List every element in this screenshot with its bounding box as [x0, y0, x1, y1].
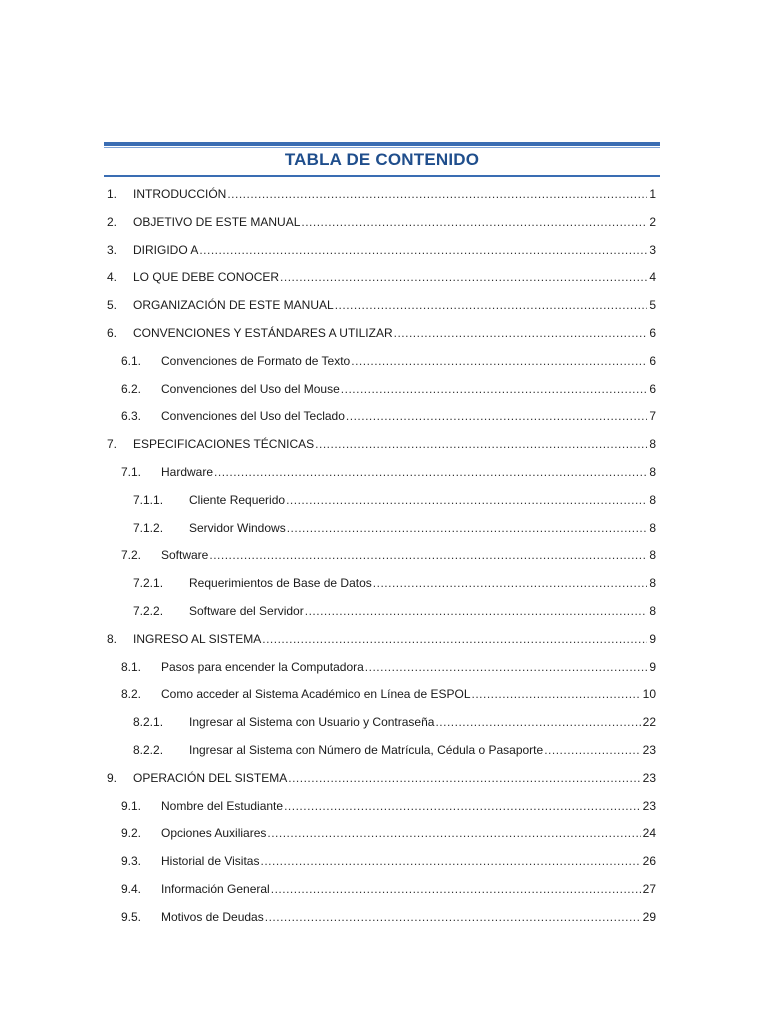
toc-entry-page[interactable]: 8	[649, 603, 656, 618]
toc-leader-dots	[346, 403, 647, 431]
toc-entry-page[interactable]: 2	[649, 214, 656, 229]
toc-entry-line	[189, 487, 656, 515]
toc-entry-line	[161, 876, 656, 904]
toc-entry-line	[161, 403, 656, 431]
toc-entry[interactable]	[0, 681, 768, 709]
toc-entry-line	[189, 709, 656, 737]
toc-entry[interactable]	[0, 820, 768, 848]
toc-entry-number: 9.3.	[121, 854, 142, 869]
toc-entry-number: 3.	[107, 242, 118, 257]
toc-entry[interactable]	[0, 181, 768, 209]
toc-entry[interactable]	[0, 570, 768, 598]
toc-entry-number: 9.4.	[121, 881, 142, 896]
toc-entry-line	[189, 598, 656, 626]
toc-entry-label[interactable]: Convenciones de Formato de Texto	[161, 353, 351, 368]
toc-entry-label[interactable]: DIRIGIDO A	[133, 242, 199, 257]
toc-entry-number: 5.	[107, 298, 118, 313]
toc-entry[interactable]	[0, 403, 768, 431]
toc-leader-dots	[262, 626, 647, 654]
toc-entry-number: 8.2.2.	[133, 742, 164, 757]
toc-entry-number: 6.1.	[121, 353, 142, 368]
toc-entry-page[interactable]: 29	[642, 909, 656, 924]
toc-entry-page[interactable]: 9	[649, 631, 656, 646]
toc-leader-dots	[301, 209, 647, 237]
toc-entry-page[interactable]: 8	[649, 492, 656, 507]
toc-leader-dots	[214, 459, 647, 487]
toc-entry-line	[133, 237, 656, 265]
toc-entry[interactable]	[0, 264, 768, 292]
toc-entry-page[interactable]: 3	[649, 242, 656, 257]
toc-entry-number: 1.	[107, 187, 118, 201]
toc-entry-page[interactable]: 27	[642, 881, 656, 896]
toc-entry-line	[161, 793, 656, 821]
toc-entry-label[interactable]: Software del Servidor	[189, 603, 304, 618]
toc-entry-page[interactable]: 5	[649, 298, 656, 313]
toc-entry-label[interactable]: Pasos para encender la Computadora	[161, 659, 364, 674]
toc-leader-dots	[305, 598, 648, 626]
page-title: TABLA DE CONTENIDO	[284, 150, 480, 169]
toc-entry[interactable]	[0, 237, 768, 265]
toc-entry-number: 9.2.	[121, 826, 142, 841]
toc-entry-line	[133, 320, 656, 348]
toc-entry[interactable]	[0, 320, 768, 348]
toc-entry-line	[133, 292, 656, 320]
toc-entry[interactable]	[0, 904, 768, 932]
toc-leader-dots	[284, 793, 641, 821]
toc-entry-number: 9.5.	[121, 909, 142, 924]
toc-entry[interactable]	[0, 626, 768, 654]
toc-entry-number: 8.1.	[121, 659, 142, 674]
toc-entry-line	[161, 848, 656, 876]
header-rule-bottom	[104, 175, 660, 177]
toc-entry-label[interactable]: ESPECIFICACIONES TÉCNICAS	[133, 437, 315, 452]
toc-entry-page[interactable]: 6	[649, 325, 656, 340]
toc-entry[interactable]	[0, 209, 768, 237]
toc-entry[interactable]	[0, 542, 768, 570]
toc-entry-line	[161, 681, 656, 709]
toc-entry-label[interactable]: INTRODUCCIÓN	[133, 187, 227, 201]
toc-entry-page[interactable]: 8	[649, 520, 656, 535]
toc-entry-line	[189, 515, 656, 543]
toc-entry-number: 6.	[107, 325, 118, 340]
toc-entry-page[interactable]: 23	[642, 770, 656, 785]
toc-leader-dots	[280, 264, 647, 292]
toc-entry-number: 8.	[107, 631, 118, 646]
toc-entry-page[interactable]: 22	[642, 715, 656, 730]
header-rule-top	[104, 142, 660, 146]
toc-entry-label[interactable]: Cliente Requerido	[189, 492, 286, 507]
toc-entry-number: 9.	[107, 770, 118, 785]
toc-entry[interactable]	[0, 459, 768, 487]
toc-entry-line	[161, 820, 656, 848]
toc-entry-number: 7.	[107, 437, 118, 452]
toc-entry-number: 7.2.2.	[133, 603, 164, 618]
toc-entry-label[interactable]: Servidor Windows	[189, 520, 286, 535]
toc-entry-number: 7.1.	[121, 464, 142, 479]
toc-entry-page[interactable]: 6	[649, 381, 656, 396]
toc-entry-line	[161, 904, 656, 932]
toc-entry-page[interactable]: 10	[642, 687, 656, 702]
toc-leader-dots	[365, 654, 648, 682]
toc-entry-number: 7.2.1.	[133, 576, 164, 591]
toc-leader-dots	[435, 709, 640, 737]
toc-leader-dots	[373, 570, 648, 598]
toc-entry-label[interactable]: Opciones Auxiliares	[161, 826, 267, 841]
toc-leader-dots	[271, 876, 641, 904]
toc-entry-number: 9.1.	[121, 798, 142, 813]
toc-entry-page[interactable]: 7	[649, 409, 656, 424]
toc-entry[interactable]	[0, 292, 768, 320]
toc-entry[interactable]	[0, 598, 768, 626]
table-of-contents	[0, 181, 768, 932]
toc-entry-number: 8.2.	[121, 687, 142, 702]
toc-entry-label[interactable]: INGRESO AL SISTEMA	[133, 631, 262, 646]
toc-entry-label[interactable]: OPERACIÓN DEL SISTEMA	[133, 770, 288, 785]
toc-leader-dots	[341, 376, 648, 404]
toc-entry-page[interactable]: 6	[649, 353, 656, 368]
toc-entry-page[interactable]: 8	[649, 464, 656, 479]
toc-entry-line	[133, 626, 656, 654]
toc-entry-page[interactable]: 8	[649, 548, 656, 563]
toc-leader-dots	[315, 431, 647, 459]
toc-entry-page[interactable]: 26	[642, 854, 656, 869]
toc-entry-label[interactable]: Como acceder al Sistema Académico en Línea de ESPOL	[161, 687, 471, 702]
toc-entry[interactable]	[0, 709, 768, 737]
toc-entry[interactable]	[0, 765, 768, 793]
toc-entry-line	[133, 209, 656, 237]
toc-entry-number: 2.	[107, 214, 118, 229]
toc-entry-label[interactable]: Requerimientos de Base de Datos	[189, 576, 372, 591]
toc-entry-page[interactable]: 8	[649, 576, 656, 591]
toc-entry-label[interactable]: Ingresar al Sistema con Número de Matrícula, Cédula o Pasaporte	[189, 742, 544, 757]
toc-entry-line	[161, 654, 656, 682]
toc-entry-label[interactable]: Historial de Visitas	[161, 854, 260, 869]
toc-entry[interactable]	[0, 348, 768, 376]
toc-leader-dots	[544, 737, 640, 765]
toc-entry[interactable]	[0, 515, 768, 543]
toc-leader-dots	[288, 765, 640, 793]
toc-entry-number: 6.2.	[121, 381, 142, 396]
toc-entry-page[interactable]: 23	[642, 742, 656, 757]
toc-leader-dots	[472, 681, 641, 709]
toc-entry-number: 7.2.	[121, 548, 142, 563]
toc-entry-line	[133, 264, 656, 292]
toc-entry-line	[161, 348, 656, 376]
toc-entry-page[interactable]: 8	[649, 437, 656, 452]
toc-entry[interactable]	[0, 487, 768, 515]
toc-entry-page[interactable]: 1	[649, 187, 656, 201]
toc-entry[interactable]	[0, 737, 768, 765]
toc-leader-dots	[267, 820, 640, 848]
toc-entry[interactable]	[0, 431, 768, 459]
toc-entry-label[interactable]: LO QUE DEBE CONOCER	[133, 270, 280, 285]
toc-entry-number: 7.1.1.	[133, 492, 164, 507]
toc-entry-page[interactable]: 9	[649, 659, 656, 674]
toc-entry-page[interactable]: 23	[642, 798, 656, 813]
toc-entry-page[interactable]: 24	[642, 826, 656, 841]
toc-leader-dots	[199, 237, 647, 265]
header-rule-top-thin	[104, 147, 660, 148]
toc-entry-label[interactable]: Convenciones del Uso del Mouse	[161, 381, 340, 396]
toc-entry-line	[133, 181, 656, 209]
toc-entry-label[interactable]: ORGANIZACIÓN DE ESTE MANUAL	[133, 298, 334, 313]
toc-entry-line	[133, 431, 656, 459]
toc-entry-line	[161, 459, 656, 487]
toc-entry-label[interactable]: Información General	[161, 881, 270, 896]
toc-leader-dots	[394, 320, 648, 348]
toc-entry-line	[133, 765, 656, 793]
toc-leader-dots	[260, 848, 640, 876]
toc-entry-number: 4.	[107, 270, 118, 285]
toc-entry-label[interactable]: Ingresar al Sistema con Usuario y Contraseña	[189, 715, 435, 730]
toc-leader-dots	[335, 292, 648, 320]
toc-entry-label[interactable]: Software	[161, 548, 209, 563]
toc-entry-number: 6.3.	[121, 409, 142, 424]
toc-entry-line	[161, 542, 656, 570]
toc-entry-line	[189, 737, 656, 765]
toc-entry-line	[161, 376, 656, 404]
toc-leader-dots	[351, 348, 647, 376]
toc-entry-label[interactable]: Convenciones del Uso del Teclado	[161, 409, 345, 424]
toc-entry-number: 7.1.2.	[133, 520, 164, 535]
toc-entry-label[interactable]: Hardware	[161, 464, 214, 479]
toc-leader-dots	[209, 542, 647, 570]
toc-entry[interactable]	[0, 876, 768, 904]
toc-entry-label[interactable]: Motivos de Deudas	[161, 909, 264, 924]
toc-entry-label[interactable]: CONVENCIONES Y ESTÁNDARES A UTILIZAR	[133, 325, 393, 340]
toc-entry[interactable]	[0, 848, 768, 876]
toc-entry-label[interactable]: OBJETIVO DE ESTE MANUAL	[133, 214, 301, 229]
toc-leader-dots	[287, 515, 648, 543]
toc-entry[interactable]	[0, 654, 768, 682]
toc-leader-dots	[227, 181, 647, 209]
toc-leader-dots	[286, 487, 647, 515]
toc-entry-page[interactable]: 4	[649, 270, 656, 285]
toc-entry[interactable]	[0, 793, 768, 821]
toc-entry-line	[189, 570, 656, 598]
toc-leader-dots	[265, 904, 641, 932]
toc-entry-label[interactable]: Nombre del Estudiante	[161, 798, 284, 813]
toc-entry-number: 8.2.1.	[133, 715, 164, 730]
toc-entry[interactable]	[0, 376, 768, 404]
